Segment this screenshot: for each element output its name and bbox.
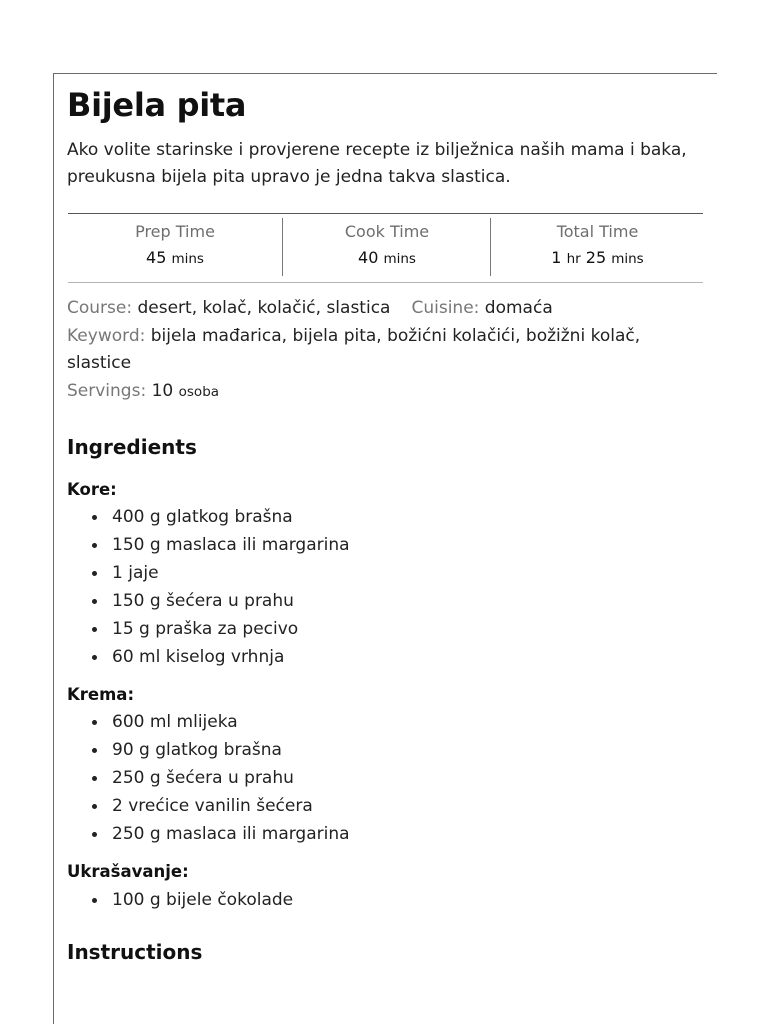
- ingredients-heading: Ingredients: [67, 435, 197, 459]
- servings-unit: osoba: [178, 383, 220, 400]
- cook-time-label: Cook Time: [344, 222, 430, 241]
- ingredient-item: 400 g glatkog brašna: [112, 503, 350, 531]
- prep-time-label: Prep Time: [135, 222, 215, 241]
- total-time-value: [491, 248, 704, 269]
- keyword-label: Keyword:: [67, 325, 146, 346]
- ingredient-list: [67, 886, 293, 914]
- ingredient-item: 2 vrećice vanilin šećera: [112, 792, 350, 820]
- cook-time-number: 40: [358, 248, 379, 267]
- instructions-heading: Instructions: [67, 940, 203, 964]
- cook-time-value: [283, 248, 491, 269]
- prep-time-value: [68, 248, 282, 269]
- ingredient-item: 600 ml mlijeka: [112, 708, 350, 736]
- recipe-summary: Ako volite starinske i provjerene recepte iz bilježnica naših mama i baka, preukusna bijela pita upravo je jedna takva slastica.: [67, 140, 687, 187]
- cuisine-label: Cuisine:: [411, 298, 480, 318]
- total-time-hours: 1: [551, 248, 562, 267]
- cuisine-value: domaća: [484, 298, 553, 318]
- servings-row: [67, 378, 667, 407]
- ingredient-group-heading: Kore:: [67, 480, 117, 499]
- recipe-title: Bijela pita: [67, 86, 247, 124]
- ingredient-group-heading: Krema:: [67, 685, 135, 704]
- total-time-minutes: 25: [585, 248, 607, 267]
- total-time-hours-unit: hr: [566, 251, 581, 267]
- ingredient-item: 90 g glatkog brašna: [112, 736, 350, 764]
- ingredient-item: 250 g šećera u prahu: [112, 764, 350, 792]
- servings-value[interactable]: 10: [151, 380, 174, 401]
- ingredient-item: 250 g maslaca ili margarina: [112, 820, 350, 848]
- prep-time: [68, 218, 282, 276]
- servings-label: Servings:: [67, 380, 147, 401]
- total-time-minutes-unit: mins: [611, 251, 644, 267]
- cook-time: [282, 218, 491, 276]
- total-time: [490, 218, 704, 276]
- prep-time-number: 45: [146, 248, 167, 267]
- prep-time-unit: mins: [171, 251, 204, 267]
- ingredient-item: 150 g maslaca ili margarina: [112, 531, 350, 559]
- recipe-meta: [67, 295, 667, 406]
- keyword-row: [67, 323, 667, 378]
- recipe-times: [68, 213, 703, 283]
- course-label: Course:: [67, 298, 133, 318]
- ingredient-item: 60 ml kiselog vrhnja: [112, 643, 350, 671]
- course-cuisine-row: [67, 295, 667, 323]
- ingredient-list: [67, 503, 350, 671]
- ingredient-list: [67, 708, 350, 848]
- recipe-card: [53, 73, 717, 1024]
- keyword-value: bijela mađarica, bijela pita, božićni kolačići, božižni kolač, slastice: [67, 325, 641, 373]
- ingredient-item: 1 jaje: [112, 559, 350, 587]
- total-time-label: Total Time: [556, 222, 639, 241]
- course-value: desert, kolač, kolačić, slastica: [137, 298, 391, 318]
- ingredient-item: 100 g bijele čokolade: [112, 886, 293, 914]
- cook-time-unit: mins: [383, 251, 416, 267]
- ingredient-item: 15 g praška za pecivo: [112, 615, 350, 643]
- ingredient-item: 150 g šećera u prahu: [112, 587, 350, 615]
- ingredient-group-heading: Ukrašavanje:: [67, 862, 189, 881]
